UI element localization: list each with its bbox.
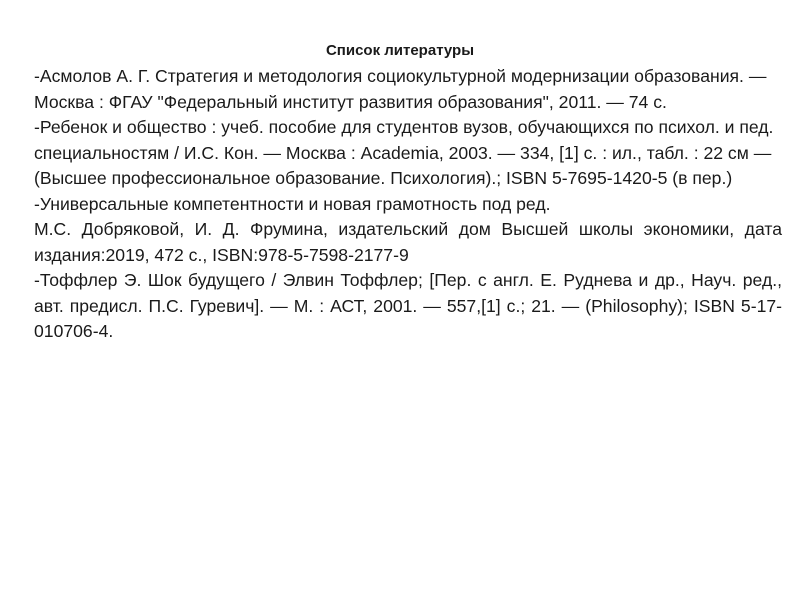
reference-item-4: -Тоффлер Э. Шок будущего / Элвин Тоффлер; [Пер. с англ. Е. Руднева и др., Науч. ред., авт. предисл. П.С. Гуревич]. — М. : АСТ, 2001. — 557,[1] с.; 21. — (Philosophy); ISBN 5-17-010706-4. [34,270,782,341]
page-title: Список литературы [325,42,475,59]
reference-item-2: -Ребенок и общество : учеб. пособие для студентов вузов, обучающихся по психол. и пед. специальностям / И.С. Кон. — Москва : Academia, 2003. — 334, [1] с. : ил., табл. : 22 см — (Высшее профессиональное образование. Психология).; ISBN 5-7695-1420-5 (в пер.) [34,117,774,188]
reference-item-1: -Асмолов А. Г. Стратегия и методология социокультурной модернизации образования. — Москва : ФГАУ "Федеральный институт развития образования", 2011. — 74 с. [34,66,767,112]
reference-list [34,64,782,345]
reference-item-3: -Универсальные компетентности и новая грамотность под ред. [34,193,551,214]
reference-item-3-continuation: М.С. Добряковой, И. Д. Фрумина, издательский дом Высшей школы экономики, дата издания:2019, 472 с., ISBN:978-5-7598-2177-9 [34,219,782,265]
